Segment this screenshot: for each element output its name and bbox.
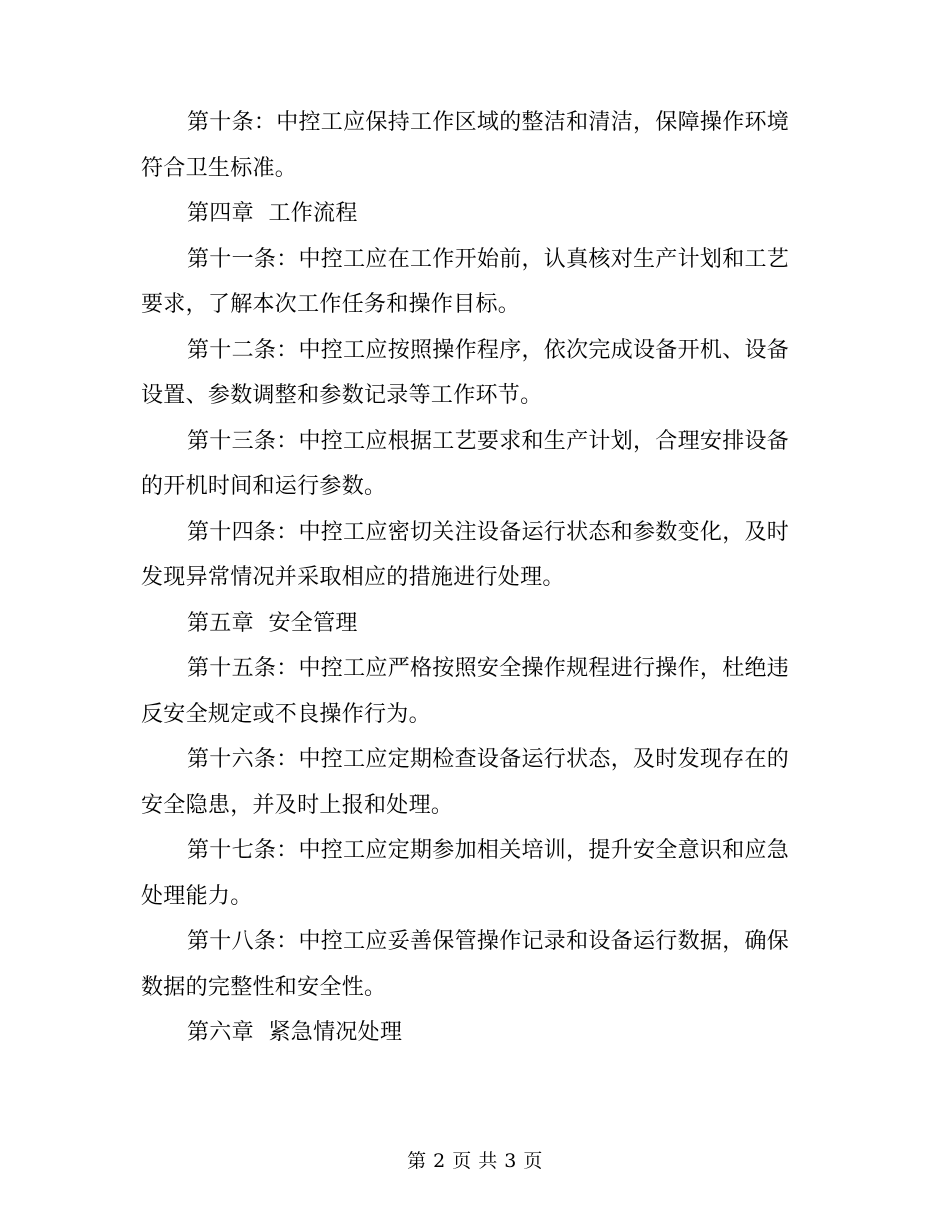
page-number-footer: 第 2 页 共 3 页 (407, 1150, 543, 1172)
article-12: 第十二条：中控工应按照操作程序，依次完成设备开机、设备设置、参数调整和参数记录等工作环节。 (141, 337, 790, 408)
article-14: 第十四条：中控工应密切关注设备运行状态和参数变化，及时发现异常情况并采取相应的措施进行处理。 (141, 519, 790, 590)
article-16: 第十六条：中控工应定期检查设备运行状态，及时发现存在的安全隐患，并及时上报和处理。 (141, 747, 790, 818)
chapter-4-heading: 第四章 工作流程 (187, 201, 358, 226)
article-17: 第十七条：中控工应定期参加相关培训，提升安全意识和应急处理能力。 (141, 838, 790, 909)
article-13: 第十三条：中控工应根据工艺要求和生产计划，合理安排设备的开机时间和运行参数。 (141, 428, 790, 499)
article-11: 第十一条：中控工应在工作开始前，认真核对生产计划和工艺要求，了解本次工作任务和操作目标。 (141, 246, 790, 317)
article-15: 第十五条：中控工应严格按照安全操作规程进行操作，杜绝违反安全规定或不良操作行为。 (141, 656, 790, 727)
document-body (141, 100, 796, 1056)
chapter-5-heading: 第五章 安全管理 (187, 610, 358, 636)
chapter-6-heading: 第六章 紧急情况处理 (187, 1020, 403, 1045)
article-10: 第十条：中控工应保持工作区域的整洁和清洁，保障操作环境符合卫生标准。 (141, 110, 790, 181)
article-18: 第十八条：中控工应妥善保管操作记录和设备运行数据，确保数据的完整性和安全性。 (141, 929, 790, 1000)
